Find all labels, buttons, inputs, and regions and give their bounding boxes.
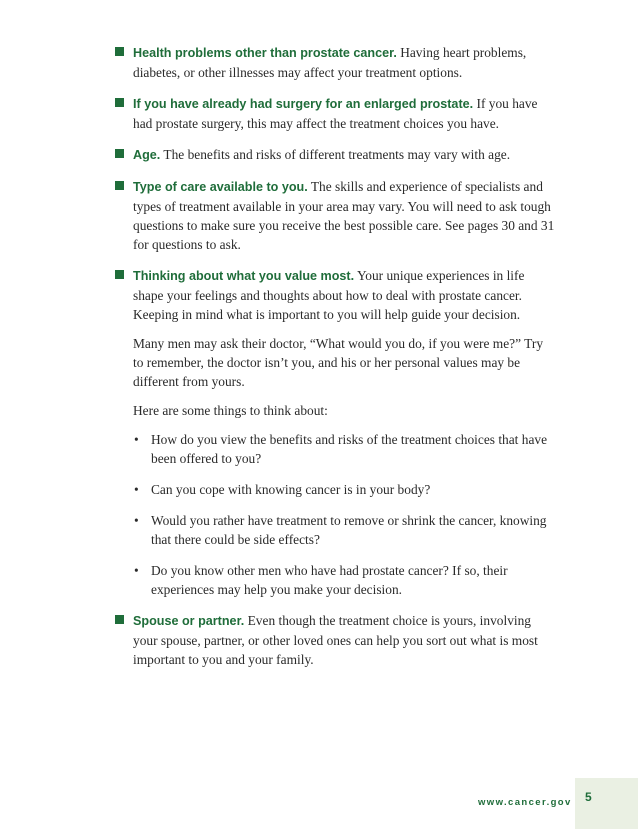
square-bullet-icon [115,615,124,624]
item-text: The skills and experience of specialists and types of treatment available in your area may vary. You will need to ask tough questions to make sure you receive the best possible care. See pages 30 and 31 for questions to ask. [133,179,555,252]
question-item [133,511,555,549]
item-text: Even though the treatment choice is yours, involving your spouse, partner, or other loved ones can help you sort out what is most important to you and your family. [133,613,538,667]
footer-url[interactable]: www.cancer.gov [478,797,572,808]
item-text: If you have had prostate surgery, this may affect the treatment choices you have. [133,96,538,131]
square-bullet-icon [115,47,124,56]
bullet-dot-icon: • [134,563,139,578]
item-text: The benefits and risks of different treatments may vary with age. [160,147,511,162]
item-lead: Spouse or partner. [133,614,245,628]
question-text: Do you know other men who have had prostate cancer? If so, their experiences may help you make your decision. [151,563,508,597]
item-text: Your unique experiences in life shape your feelings and thoughts about how to deal with prostate cancer. Keeping in mind what is important to you will help guide your decision. [133,268,525,322]
page-number: 5 [585,790,592,804]
paragraph: Many men may ask their doctor, “What would you do, if you were me?” Try to remember, the doctor isn’t you, and his or her personal values may be different from yours. [133,336,544,389]
square-bullet-icon [115,270,124,279]
bullet-dot-icon: • [134,513,139,528]
question-text: Can you cope with knowing cancer is in your body? [151,482,431,497]
item-lead: If you have already had surgery for an enlarged prostate. [133,97,474,111]
list-item [115,611,555,669]
bullet-dot-icon: • [134,432,139,447]
question-item [133,430,555,468]
list-item [115,177,555,254]
item-lead: Type of care available to you. [133,180,308,194]
item-lead: Age. [133,148,161,162]
square-bullet-icon [115,149,124,158]
main-content [115,43,555,681]
question-text: How do you view the benefits and risks of the treatment choices that have been offered to you? [151,432,548,466]
square-bullet-icon [115,98,124,107]
paragraph: Here are some things to think about: [133,403,328,418]
list-item [115,94,555,133]
question-list [133,430,555,599]
list-item [115,145,555,165]
square-bullet-icon [115,181,124,190]
bullet-dot-icon: • [134,482,139,497]
item-text: Having heart problems, diabetes, or other illnesses may affect your treatment options. [133,45,527,80]
item-lead: Thinking about what you value most. [133,269,355,283]
question-item [133,480,555,499]
item-lead: Health problems other than prostate cancer. [133,46,397,60]
question-item [133,561,555,599]
list-item [115,266,555,599]
question-text: Would you rather have treatment to remove or shrink the cancer, knowing that there could be side effects? [151,513,547,547]
list-item [115,43,555,82]
